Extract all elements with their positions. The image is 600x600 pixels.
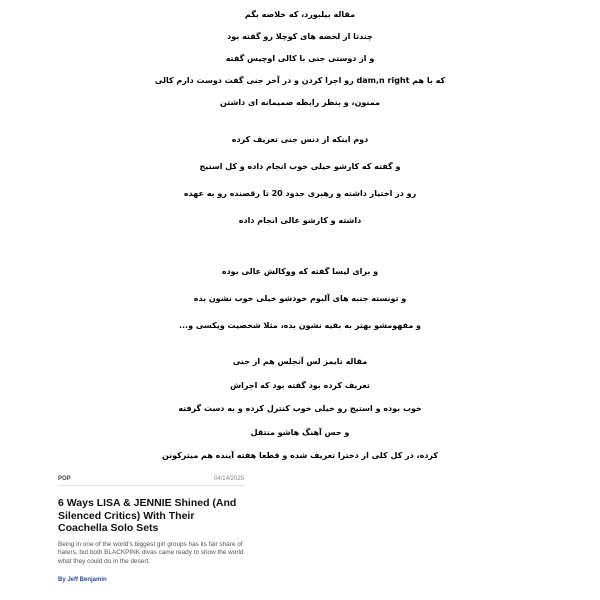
text-line: دوم اینکه از دنس جنی تعریف کرده	[231, 135, 369, 144]
text-line: و از دوستی جنی با کالی اوچیس گفته	[225, 54, 375, 63]
paragraph-lisa-vocals	[0, 258, 600, 339]
article-meta	[58, 476, 244, 482]
text-line: و گفته که کارشو خیلی خوب انجام داده و کل استیج	[199, 162, 401, 171]
text-line: تعریف کرده بود گفته بود که اجراش	[230, 380, 370, 390]
text-line: و مفهومشو بهتر به بقیه نشون بده، مثلا شخصیت ویکسی و...	[178, 321, 422, 330]
text-line: و تونسته جنبه های آلبوم خودشو خیلی خوب نشون بده	[193, 294, 407, 303]
text-line: کرده، در کل کلی از دخترا تعریف شده و قطعا هفته آینده هم میترکونن	[161, 451, 439, 460]
text-line: مقاله بیلبورد، که خلاصه بگم	[244, 10, 356, 19]
article-byline[interactable]: By Jeff Benjamin	[58, 577, 107, 584]
text-line: خوب بوده و استیج رو خیلی خوب کنترل کرده و به دست گرفته	[178, 404, 422, 413]
article-description: Being in one of the world's biggest girl groups has its fair share of haters, but both BLACKPINK divas came ready to show the world what they could do in the desert.	[58, 540, 244, 565]
article-section: POP	[58, 476, 71, 482]
article-divider	[58, 485, 244, 486]
article-date: 04/14/2025	[213, 476, 244, 482]
text-line: چندتا از لحضه های کوچلا رو گفته بود	[227, 32, 373, 41]
paragraph-jennie-dance	[0, 126, 600, 234]
paragraph-la-times	[0, 350, 600, 468]
paragraph-billboard-summary	[0, 4, 600, 114]
text-line: ممنون، و بنظر رابطه صمیمانه ای داشتن	[219, 98, 381, 107]
text-line: رو در اختیار داشته و رهبری حدود 20 تا رقصنده رو به عهده	[183, 189, 417, 198]
text-line: داشته و کارشو عالی انجام داده	[238, 216, 362, 225]
article-card[interactable]	[58, 476, 244, 596]
text-line: و حس آهنگ هاشو منتقل	[250, 427, 350, 437]
text-line: مقاله تایمز لس آنجلس هم از جنی	[232, 357, 368, 366]
text-line: و برای لیسا گفته که ووکالش عالی بوده	[221, 267, 379, 276]
article-title[interactable]: 6 Ways LISA & JENNIE Shined (And Silenced Critics) With Their Coachella Solo Sets	[58, 497, 237, 534]
text-line: که با هم dam,n right رو اجرا کردن و در آخر جنی گفت دوست دارم کالی	[154, 76, 446, 85]
